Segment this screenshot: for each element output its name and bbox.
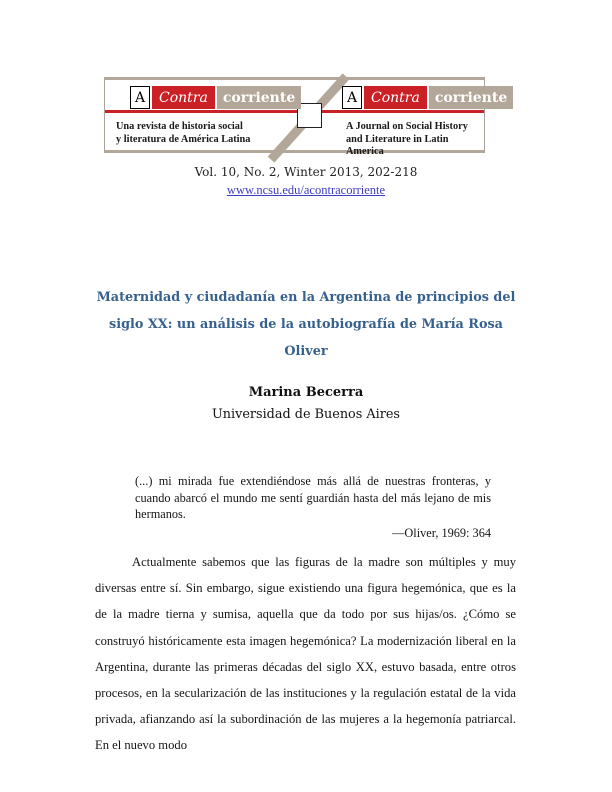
- logo-red-rule: [105, 110, 484, 113]
- article-title-line1: Maternidad y ciudadanía en la Argentina de principios del: [96, 290, 516, 305]
- tagline-spanish-line2: y literatura de América Latina: [116, 133, 251, 145]
- tagline-spanish: [116, 121, 250, 146]
- tagline-english-line2: and Literature in Latin America: [346, 133, 449, 158]
- epigraph-attribution: —Oliver, 1969: 364: [392, 525, 491, 540]
- logo-a-mark: A: [342, 86, 362, 109]
- logo-contra-label: Contra: [152, 86, 215, 109]
- logo-corriente-label: corriente: [429, 86, 513, 109]
- logo-corriente-label: corriente: [217, 86, 301, 109]
- journal-logo-spanish: [130, 86, 301, 109]
- journal-logo-english: [342, 86, 513, 109]
- logo-a-mark: A: [130, 86, 150, 109]
- journal-url-row: [0, 181, 612, 199]
- epigraph-text: (...) mi mirada fue extendiéndose más allá de nuestras fronteras, y cuando abarcó el mundo me sentí guardián hasta del más lejano de mis hermanos.: [135, 474, 491, 522]
- article-title: [0, 284, 612, 365]
- article-title-line3: Oliver: [284, 344, 328, 359]
- journal-url-link[interactable]: www.ncsu.edu/acontracorriente: [226, 183, 386, 197]
- tagline-spanish-line1: Una revista de historia social: [116, 121, 243, 132]
- logo-contra-label: Contra: [364, 86, 427, 109]
- article-title-line2: siglo XX: un análisis de la autobiografía de María Rosa: [109, 317, 503, 332]
- tagline-english-line1: A Journal on Social History: [346, 121, 468, 132]
- epigraph-block: [135, 473, 491, 541]
- issue-info: Vol. 10, No. 2, Winter 2013, 202-218: [194, 165, 418, 179]
- tagline-english: [346, 121, 484, 159]
- author-name: Marina Becerra: [248, 385, 364, 400]
- author-affiliation: Universidad de Buenos Aires: [211, 407, 400, 422]
- body-paragraph: Actualmente sabemos que las figuras de la madre son múltiples y muy diversas entre sí. Sin embargo, sigue existiendo una figura hegemónica, que es la de la madre tierna y sumisa, aquella que da todo por sus hijas/os. ¿Cómo se construyó históricamente esta imagen hegemónica? La modernización liberal en la Argentina, durante las primeras décadas del siglo XX, estuvo basada, entre otros procesos, en la secularización de las instituciones y la regulación estatal de la vida privada, afianzando así la subordinación de las mujeres a la hegemonía patriarcal. En el nuevo modo: [95, 555, 516, 753]
- journal-logo-banner: [104, 77, 508, 158]
